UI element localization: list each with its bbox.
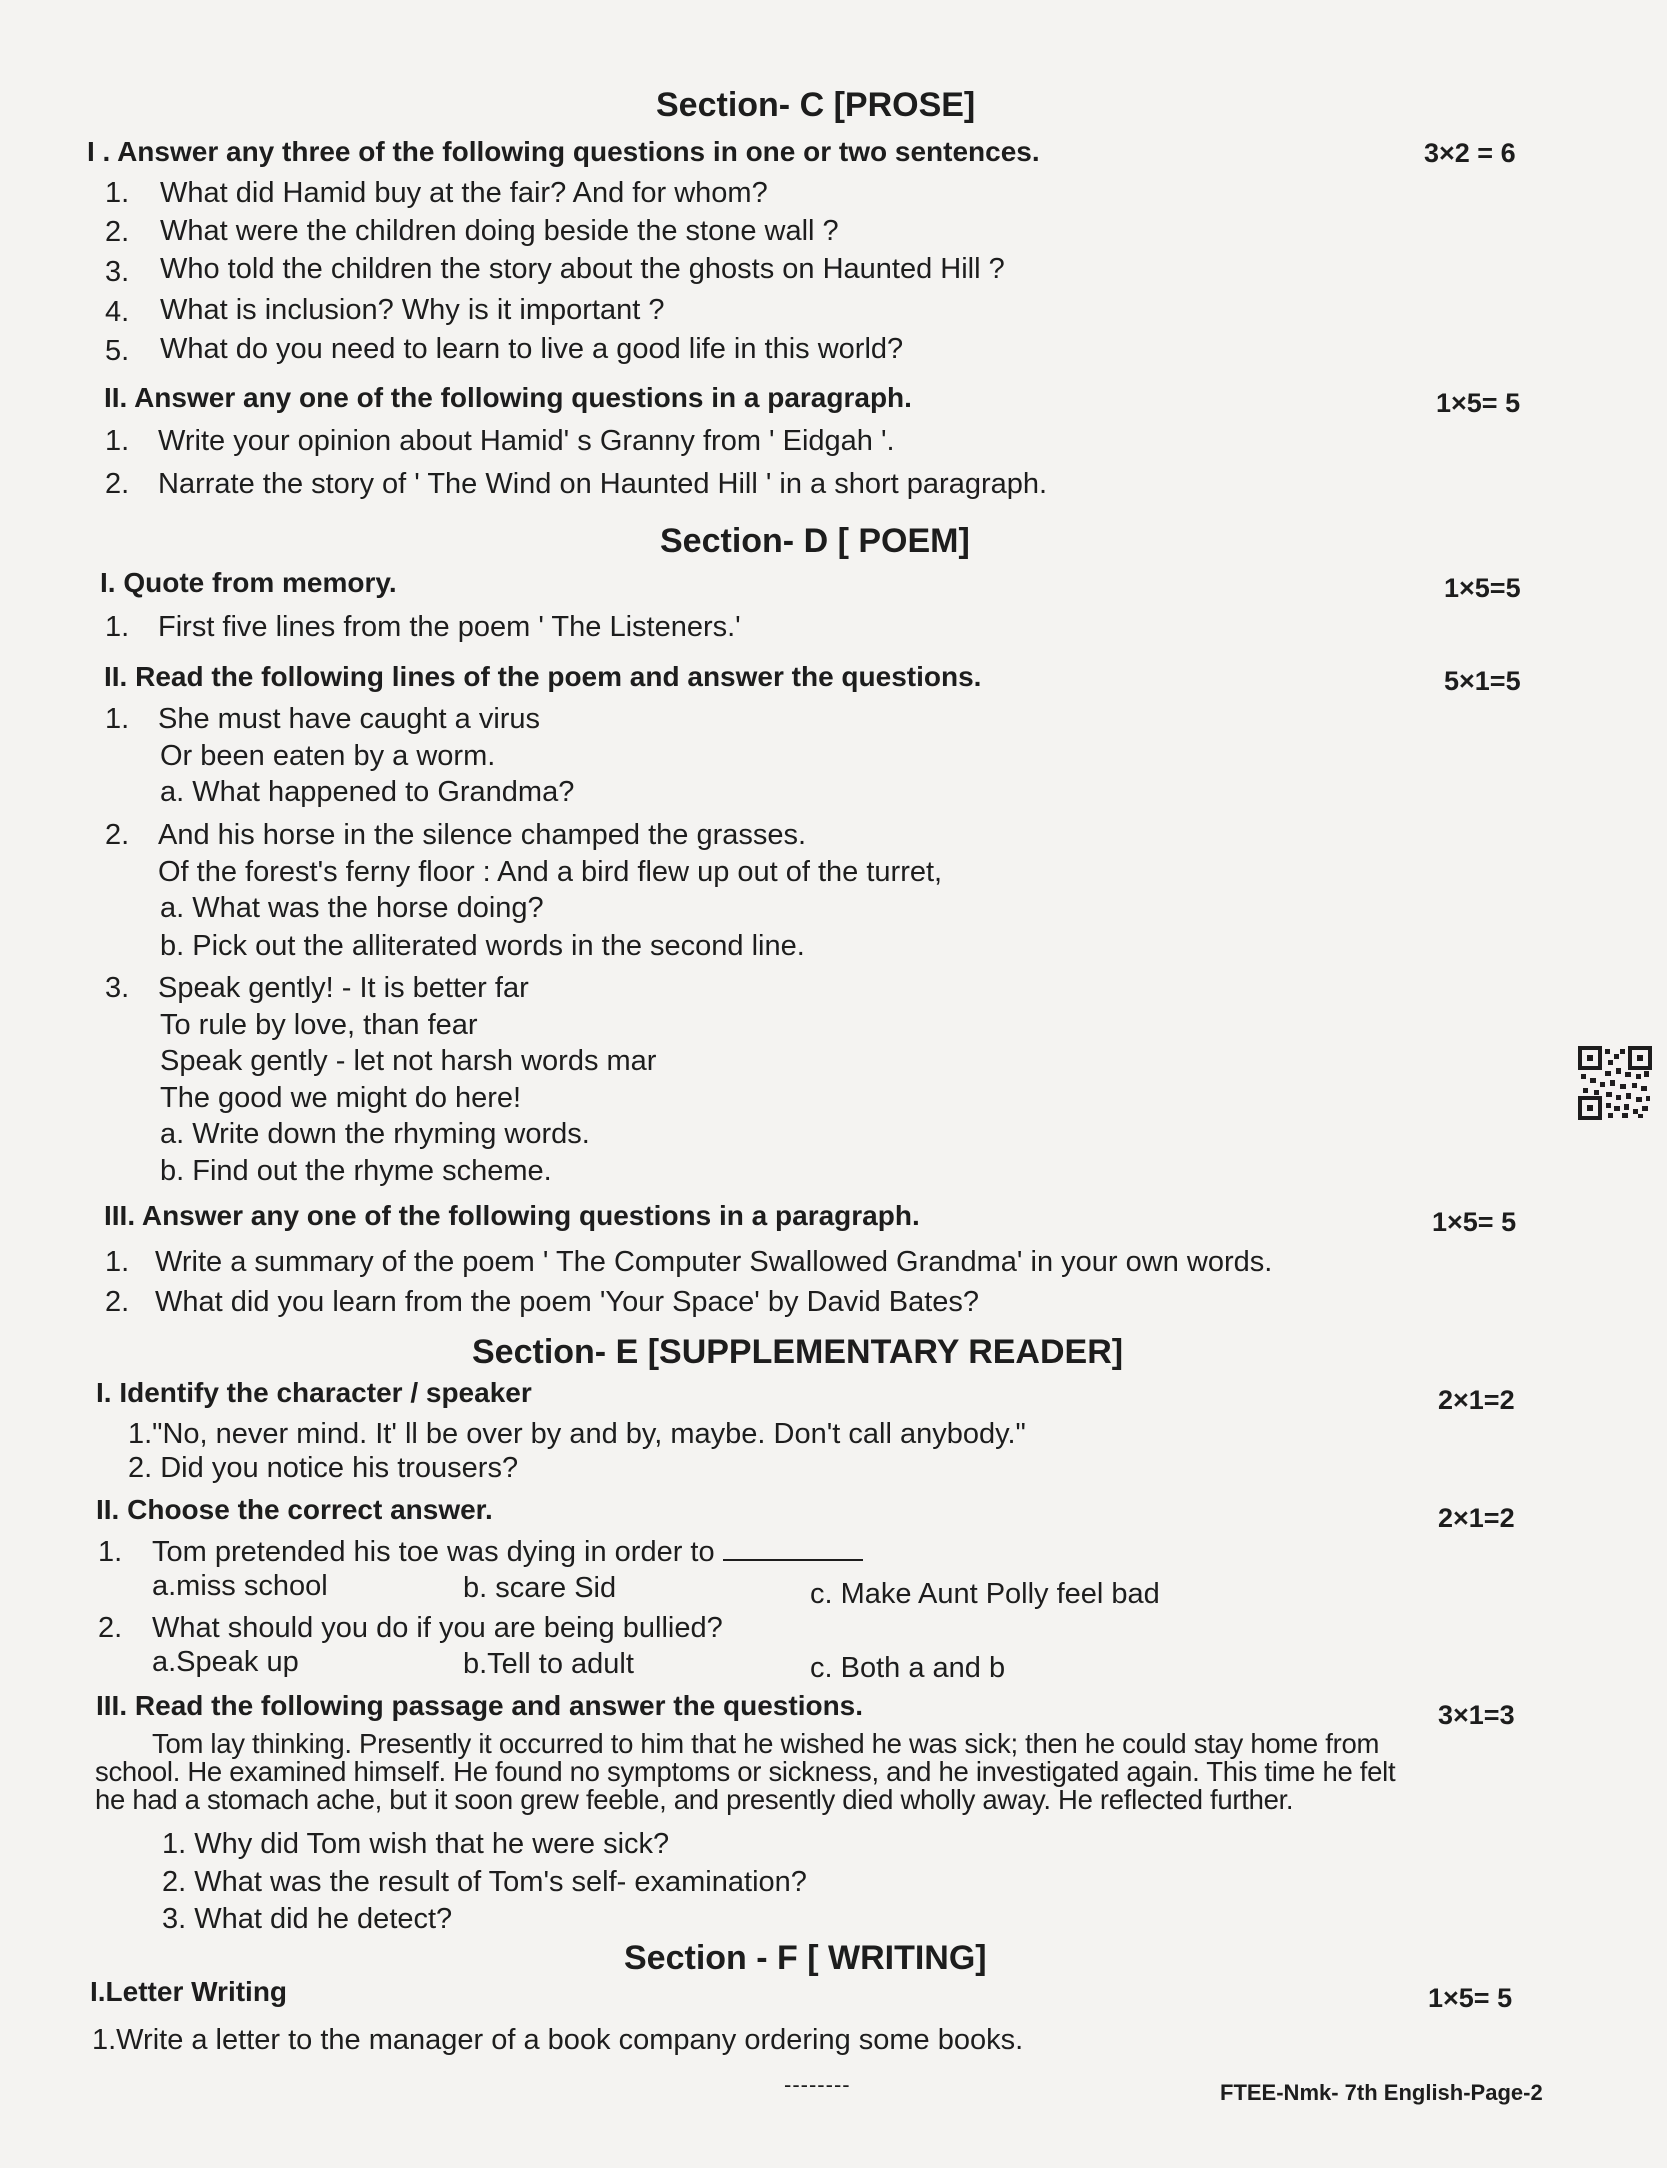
option-c: c. Both a and b [810, 1652, 1006, 1684]
question-text: Who told the children the story about the ghosts on Haunted Hill ? [160, 253, 1005, 285]
sub-question: b. Find out the rhyme scheme. [160, 1155, 552, 1187]
section-e-q3-marks: 3×1=3 [1438, 1700, 1515, 1730]
option-a: a.miss school [152, 1570, 328, 1602]
section-d-q3-heading: III. Answer any one of the following questions in a paragraph. [104, 1200, 920, 1231]
passage-line: school. He examined himself. He found no symptoms or sickness, and he investigated again. This time he felt [95, 1756, 1396, 1787]
section-e-q1-marks: 2×1=2 [1438, 1385, 1515, 1415]
section-d-q2-marks: 5×1=5 [1444, 666, 1521, 696]
question-text: First five lines from the poem ' The Listeners.' [158, 611, 741, 643]
section-c-title: Section- C [PROSE] [656, 86, 976, 124]
question-text: Write your opinion about Hamid' s Granny from ' Eidgah '. [158, 425, 895, 457]
question-text: What were the children doing beside the stone wall ? [160, 215, 839, 247]
poem-line: To rule by love, than fear [160, 1009, 478, 1041]
section-d-q2-heading: II. Read the following lines of the poem and answer the questions. [104, 661, 982, 692]
option-c: c. Make Aunt Polly feel bad [810, 1578, 1160, 1610]
option-a: a.Speak up [152, 1646, 299, 1678]
section-f-q1-marks: 1×5= 5 [1428, 1983, 1513, 2013]
speaker-quote: 1."No, never mind. It' ll be over by and by, maybe. Don't call anybody." [128, 1418, 1026, 1450]
sub-question: a. Write down the rhyming words. [160, 1118, 590, 1150]
question-text: Narrate the story of ' The Wind on Haunted Hill ' in a short paragraph. [158, 468, 1048, 500]
question-text: 1.Write a letter to the manager of a book company ordering some books. [92, 2024, 1024, 2056]
question-text: 2. Did you notice his trousers? [128, 1452, 519, 1484]
poem-line: Speak gently - let not harsh words mar [160, 1045, 657, 1077]
question-number: 3. [105, 972, 130, 1004]
option-b: b. scare Sid [463, 1572, 617, 1604]
question-text: What do you need to learn to live a good life in this world? [160, 333, 904, 365]
qr-code-icon [1578, 1046, 1652, 1120]
section-c-q2-marks: 1×5= 5 [1436, 388, 1521, 418]
question-number: 1. [105, 1246, 130, 1278]
section-e-q2-marks: 2×1=2 [1438, 1503, 1515, 1533]
poem-line: She must have caught a virus [158, 703, 541, 735]
question-number: 5. [105, 335, 130, 367]
section-d-title: Section- D [ POEM] [660, 522, 970, 560]
question-number: 1. [105, 611, 130, 643]
passage-line: he had a stomach ache, but it soon grew feeble, and presently died wholly away. He reflected further. [95, 1784, 1294, 1815]
question-number: 2. [105, 1286, 130, 1318]
passage-question: 3. What did he detect? [162, 1903, 453, 1935]
sub-question: a. What was the horse doing? [160, 892, 544, 924]
question-number: 3. [105, 256, 130, 288]
question-number: 1. [98, 1536, 123, 1568]
question-number: 2. [98, 1612, 123, 1644]
section-d-q3-marks: 1×5= 5 [1432, 1207, 1517, 1237]
poem-line: And his horse in the silence champed the grasses. [158, 819, 807, 851]
poem-line: Of the forest's ferny floor : And a bird flew up out of the turret, [158, 856, 943, 888]
answer-blank [723, 1537, 863, 1561]
section-e-title: Section- E [SUPPLEMENTARY READER] [472, 1333, 1124, 1371]
question-number: 4. [105, 296, 130, 328]
section-c-q2-heading: II. Answer any one of the following questions in a paragraph. [104, 382, 912, 413]
passage-question: 1. Why did Tom wish that he were sick? [162, 1828, 670, 1860]
question-text: What is inclusion? Why is it important ? [160, 294, 665, 326]
section-c-q1-heading: I . Answer any three of the following questions in one or two sentences. [87, 136, 1040, 167]
section-e-q3-heading: III. Read the following passage and answer the questions. [96, 1690, 864, 1721]
question-number: 1. [105, 425, 130, 457]
question-text: What did Hamid buy at the fair? And for whom? [160, 177, 768, 209]
question-text: What did you learn from the poem 'Your Space' by David Bates? [155, 1286, 980, 1318]
question-text: What should you do if you are being bullied? [152, 1612, 723, 1644]
option-b: b.Tell to adult [463, 1648, 634, 1680]
question-number: 2. [105, 819, 130, 851]
question-text: Tom pretended his toe was dying in order to [152, 1536, 863, 1569]
poem-line: Or been eaten by a worm. [160, 740, 496, 772]
question-text: Write a summary of the poem ' The Computer Swallowed Grandma' in your own words. [155, 1246, 1273, 1278]
question-number: 1. [105, 177, 130, 209]
passage-line: Tom lay thinking. Presently it occurred to him that he wished he was sick; then he could stay home from [152, 1728, 1380, 1759]
question-number: 1. [105, 703, 130, 735]
section-f-title: Section - F [ WRITING] [624, 1939, 987, 1977]
passage-question: 2. What was the result of Tom's self- examination? [162, 1866, 807, 1898]
footer-dashes: -------- [784, 2072, 851, 2097]
question-number: 2. [105, 216, 130, 248]
section-c-q1-marks: 3×2 = 6 [1424, 138, 1516, 168]
section-d-q1-heading: I. Quote from memory. [100, 567, 397, 598]
footer-page-label: FTEE-Nmk- 7th English-Page-2 [1220, 2080, 1543, 2105]
section-d-q1-marks: 1×5=5 [1444, 573, 1521, 603]
question-number: 2. [105, 468, 130, 500]
section-e-q2-heading: II. Choose the correct answer. [96, 1494, 493, 1525]
poem-line: The good we might do here! [160, 1082, 522, 1114]
section-e-q1-heading: I. Identify the character / speaker [96, 1377, 532, 1408]
poem-line: Speak gently! - It is better far [158, 972, 529, 1004]
sub-question: a. What happened to Grandma? [160, 776, 575, 808]
sub-question: b. Pick out the alliterated words in the second line. [160, 930, 805, 962]
section-f-q1-heading: I.Letter Writing [90, 1976, 288, 2007]
